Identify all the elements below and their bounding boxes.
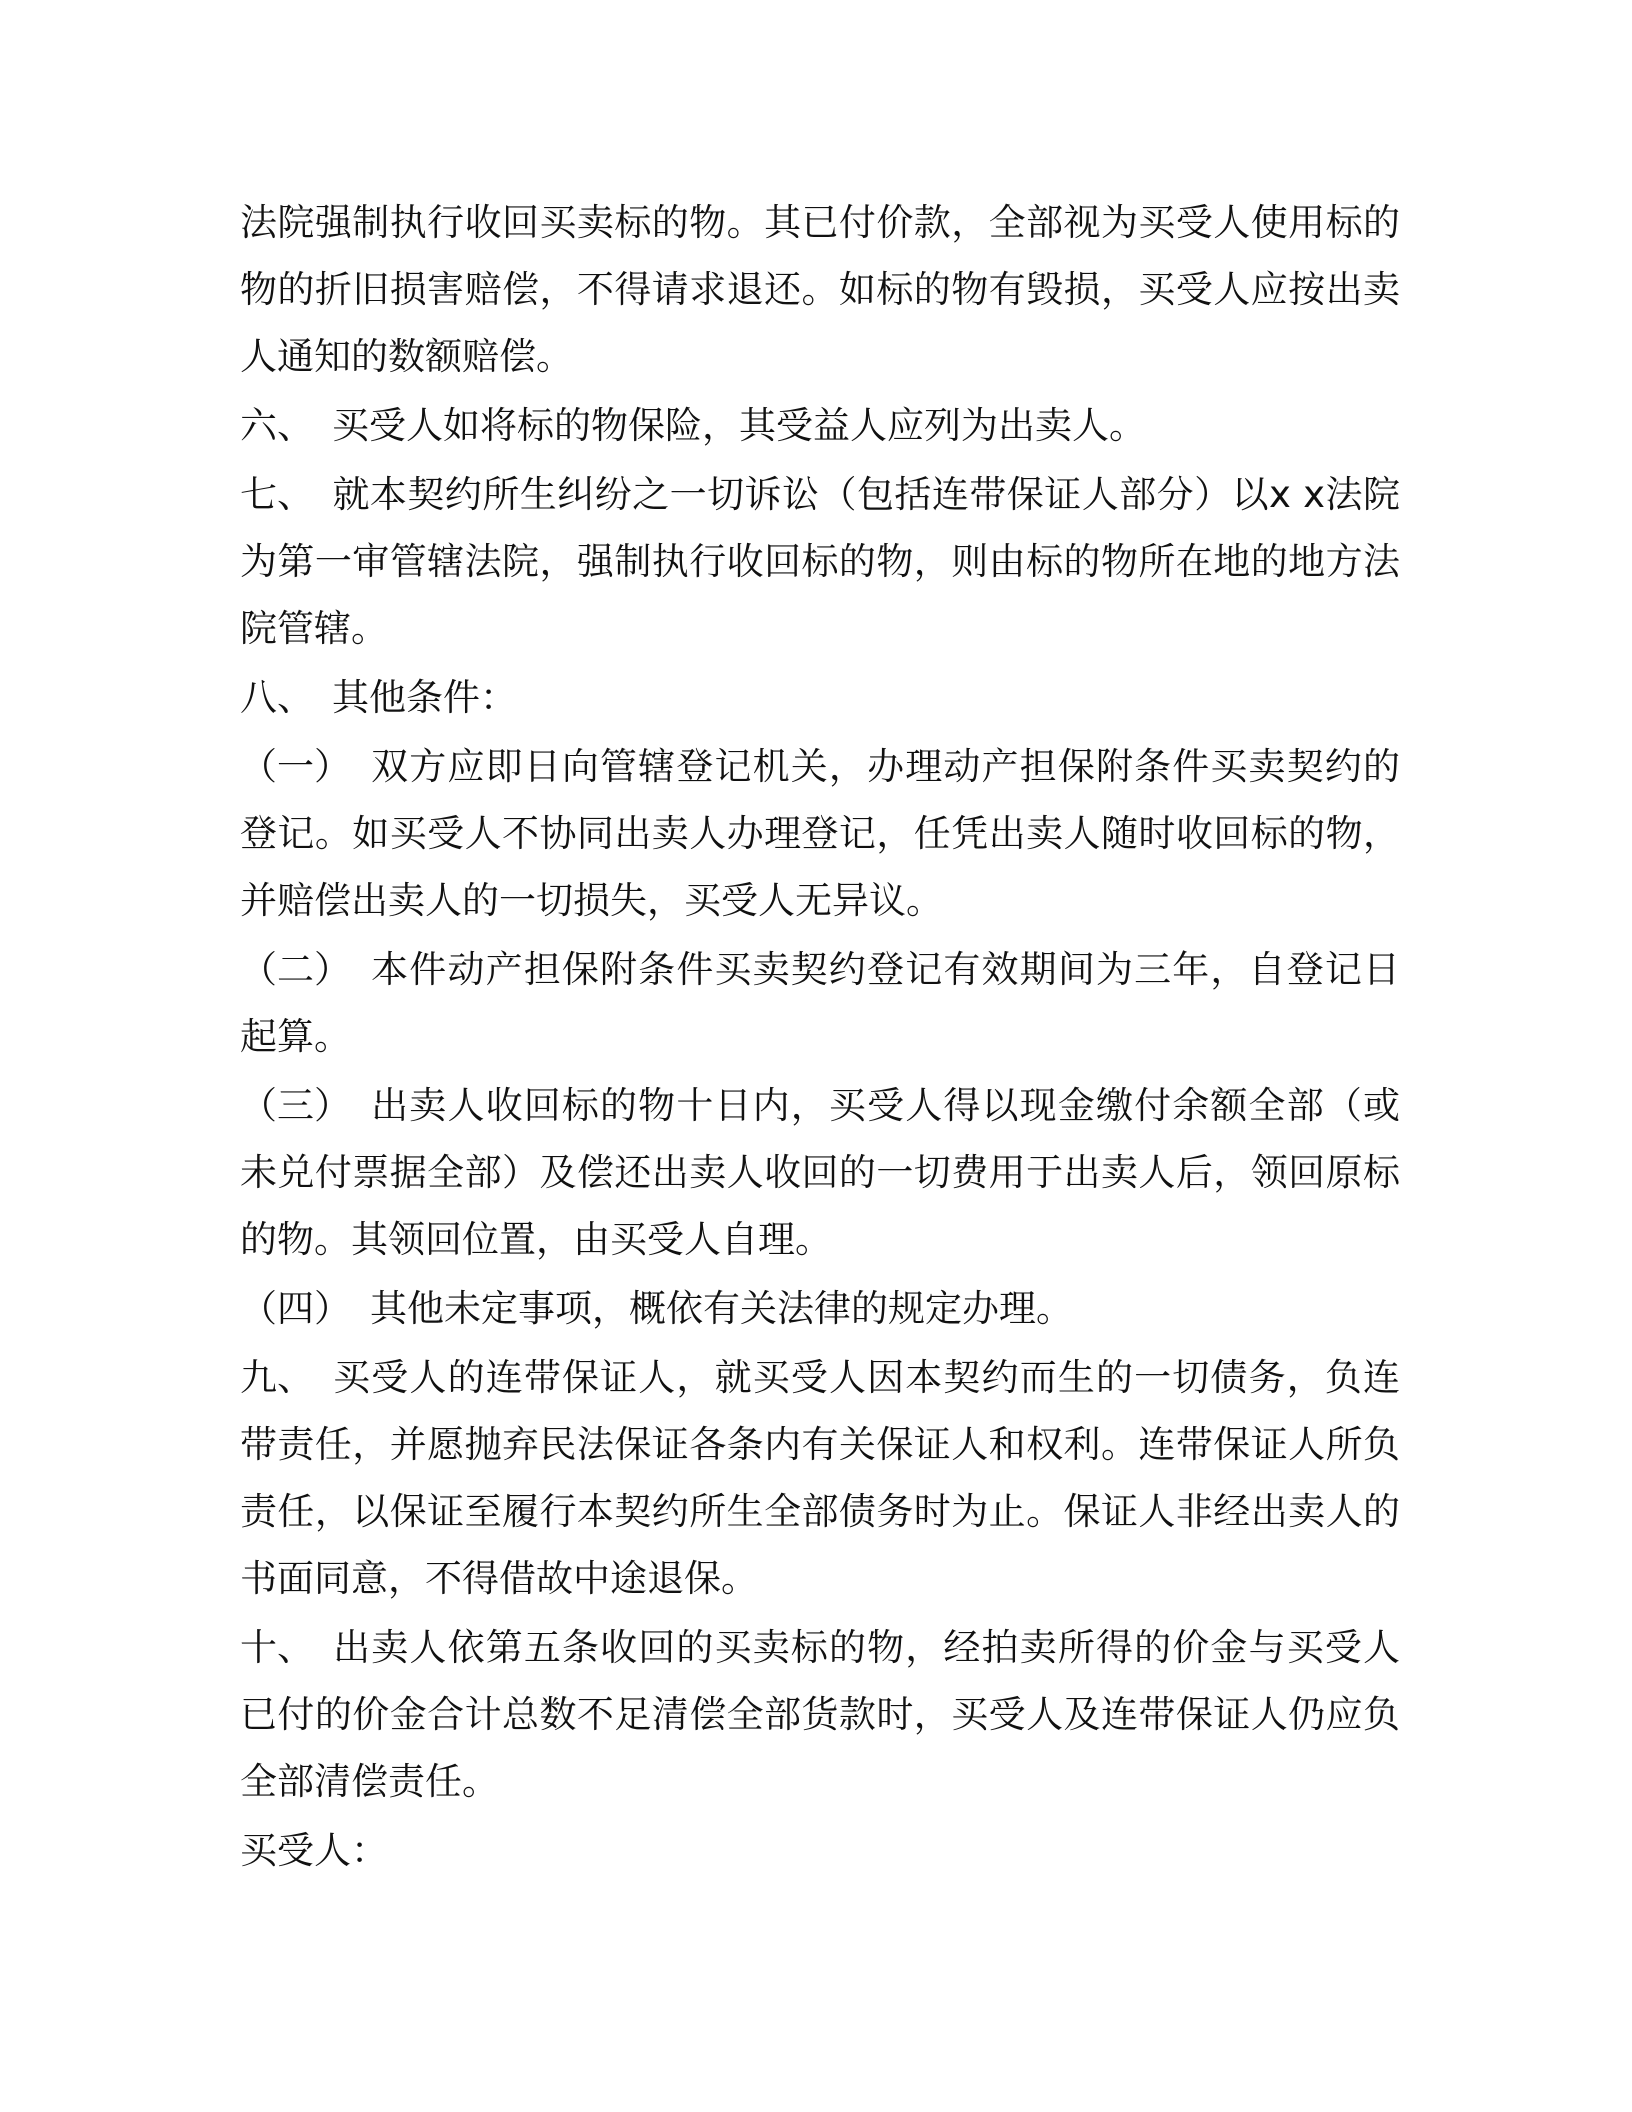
- clause-7: [240, 461, 1400, 662]
- paragraph-text: 法院强制执行收回买卖标的物。其已付价款，全部视为买受人使用标的物的折旧损害赔偿，不得请求退还。如标的物有毁损，买受人应按出卖人通知的数额赔偿。: [240, 201, 1400, 378]
- subclause-text: 出卖人收回标的物十日内，买受人得以现金缴付余额全部（或未兑付票据全部）及偿还出卖人收回的一切费用于出卖人后，领回原标的物。其领回位置，由买受人自理。: [240, 1084, 1400, 1261]
- clause-6: [240, 392, 1400, 459]
- subclause-3: [240, 1072, 1400, 1273]
- subclause-text: 本件动产担保附条件买卖契约登记有效期间为三年，自登记日起算。: [240, 948, 1400, 1058]
- clause-text: 就本契约所生纠纷之一切诉讼（包括连带保证人部分）以x x法院为第一审管辖法院，强制执行收回标的物，则由标的物所在地的地方法院管辖。: [240, 473, 1400, 650]
- subclause-text: 其他未定事项，概依有关法律的规定办理。: [370, 1287, 1073, 1330]
- buyer-signature-label: [240, 1817, 1400, 1884]
- clause-8: [240, 664, 1400, 731]
- clause-number: 九、: [240, 1356, 314, 1399]
- subclause-number: （一）: [240, 745, 351, 788]
- clause-text: 其他条件：: [332, 676, 517, 719]
- clause-number: 八、: [240, 676, 314, 719]
- clause-text: 买受人如将标的物保险，其受益人应列为出卖人。: [332, 404, 1146, 447]
- subclause-1: [240, 733, 1400, 934]
- subclause-number: （三）: [240, 1084, 351, 1127]
- clause-number: 六、: [240, 404, 314, 447]
- document-body: [240, 189, 1400, 1884]
- subclause-text: 双方应即日向管辖登记机关，办理动产担保附条件买卖契约的登记。如买受人不协同出卖人办理登记，任凭出卖人随时收回标的物，并赔偿出卖人的一切损失，买受人无异议。: [240, 745, 1400, 922]
- clause-text: 出卖人依第五条收回的买卖标的物，经拍卖所得的价金与买受人已付的价金合计总数不足清偿全部货款时，买受人及连带保证人仍应负全部清偿责任。: [240, 1626, 1400, 1803]
- subclause-number: （二）: [240, 948, 351, 991]
- clause-10: [240, 1614, 1400, 1815]
- subclause-2: [240, 936, 1400, 1070]
- subclause-number: （四）: [240, 1287, 351, 1330]
- clause-text: 买受人的连带保证人，就买受人因本契约而生的一切债务，负连带责任，并愿抛弃民法保证各条内有关保证人和权利。连带保证人所负责任，以保证至履行本契约所生全部债务时为止。保证人非经出卖人的书面同意，不得借故中途退保。: [240, 1356, 1400, 1600]
- paragraph-continuation: [240, 189, 1400, 390]
- clause-number: 十、: [240, 1626, 314, 1669]
- signature-label-text: 买受人：: [240, 1829, 388, 1872]
- clause-9: [240, 1344, 1400, 1612]
- subclause-4: [240, 1275, 1400, 1342]
- clause-number: 七、: [240, 473, 314, 516]
